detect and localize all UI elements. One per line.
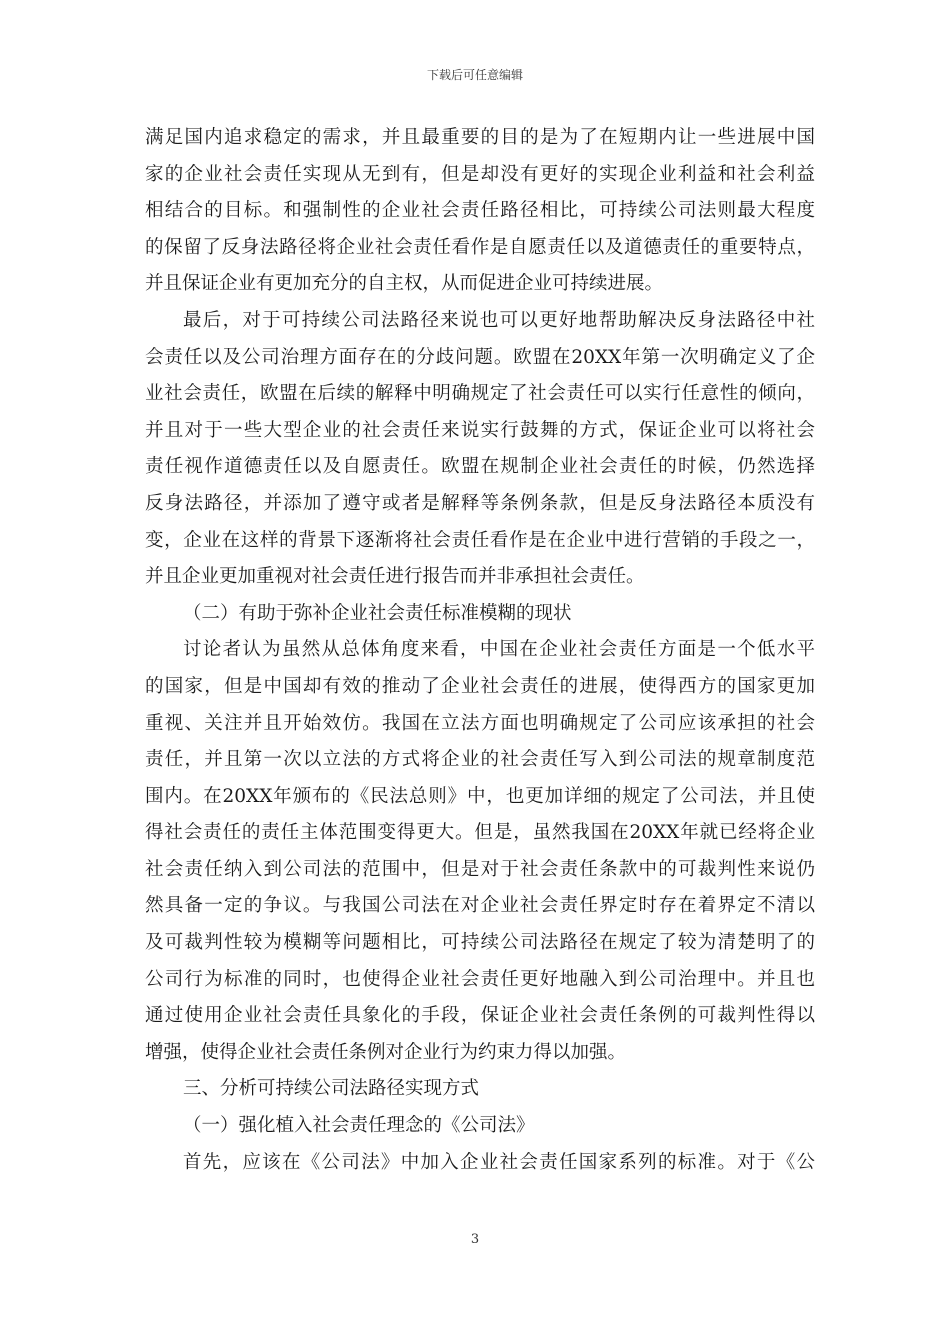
paragraph-first-line: 首先，应该在《公司法》中加入企业社会责任国家系列的标准。对于《公 bbox=[183, 1151, 815, 1173]
section-heading: （二）有助于弥补企业社会责任标准模糊的现状 bbox=[183, 602, 572, 624]
body-line: 并且对于一些大型企业的社会责任来说实行鼓舞的方式，保证企业可以将社会 bbox=[145, 419, 815, 441]
body-line: 相结合的目标。和强制性的企业社会责任路径相比，可持续公司法则最大程度 bbox=[145, 200, 815, 222]
body-line: 公司行为标准的同时，也使得企业社会责任更好地融入到公司治理中。并且也 bbox=[145, 968, 815, 990]
subsection-heading: （一）强化植入社会责任理念的《公司法》 bbox=[183, 1115, 535, 1137]
page-number: 3 bbox=[470, 1232, 480, 1247]
body-line: 重视、关注并且开始效仿。我国在立法方面也明确规定了公司应该承担的社会 bbox=[145, 712, 815, 734]
body-line: 家的企业社会责任实现从无到有，但是却没有更好的实现企业利益和社会利益 bbox=[145, 163, 815, 185]
body-line: 的国家，但是中国却有效的推动了企业社会责任的进展，使得西方的国家更加 bbox=[145, 675, 815, 697]
body-line: 会责任以及公司治理方面存在的分歧问题。欧盟在20XX年第一次明确定义了企 bbox=[145, 346, 815, 368]
body-line: 责任，并且第一次以立法的方式将企业的社会责任写入到公司法的规章制度范 bbox=[145, 749, 815, 771]
paragraph-first-line: 最后，对于可持续公司法路径来说也可以更好地帮助解决反身法路径中社 bbox=[183, 309, 815, 331]
body-line: 变，企业在这样的背景下逐渐将社会责任看作是在企业中进行营销的手段之一， bbox=[145, 529, 815, 551]
body-line: 然具备一定的争议。与我国公司法在对企业社会责任界定时存在着界定不清以 bbox=[145, 895, 815, 917]
body-line: 反身法路径，并添加了遵守或者是解释等条例条款，但是反身法路径本质没有 bbox=[145, 492, 815, 514]
body-line: 得社会责任的责任主体范围变得更大。但是，虽然我国在20XX年就已经将企业 bbox=[145, 822, 815, 844]
body-line: 并且企业更加重视对社会责任进行报告而并非承担社会责任。 bbox=[145, 566, 645, 588]
section-heading: 三、分析可持续公司法路径实现方式 bbox=[183, 1078, 480, 1100]
body-line: 并且保证企业有更加充分的自主权，从而促进企业可持续进展。 bbox=[145, 273, 664, 295]
body-line: 围内。在20XX年颁布的《民法总则》中，也更加详细的规定了公司法，并且使 bbox=[145, 785, 815, 807]
body-line: 满足国内追求稳定的需求，并且最重要的目的是为了在短期内让一些进展中国 bbox=[145, 127, 815, 148]
document-body bbox=[145, 120, 815, 1181]
body-line: 及可裁判性较为模糊等问题相比，可持续公司法路径在规定了较为清楚明了的 bbox=[145, 932, 815, 954]
paragraph-first-line: 讨论者认为虽然从总体角度来看，中国在企业社会责任方面是一个低水平 bbox=[183, 639, 815, 661]
body-line: 责任视作道德责任以及自愿责任。欧盟在规制企业社会责任的时候，仍然选择 bbox=[145, 456, 815, 478]
body-line: 业社会责任，欧盟在后续的解释中明确规定了社会责任可以实行任意性的倾向， bbox=[145, 383, 815, 405]
body-line: 增强，使得企业社会责任条例对企业行为约束力得以加强。 bbox=[145, 1041, 627, 1063]
body-line: 通过使用企业社会责任具象化的手段，保证企业社会责任条例的可裁判性得以 bbox=[145, 1005, 815, 1027]
page-header: 下载后可任意编辑 bbox=[426, 68, 523, 82]
body-line: 的保留了反身法路径将企业社会责任看作是自愿责任以及道德责任的重要特点， bbox=[145, 236, 815, 258]
body-line: 社会责任纳入到公司法的范围中，但是对于社会责任条款中的可裁判性来说仍 bbox=[145, 858, 815, 880]
